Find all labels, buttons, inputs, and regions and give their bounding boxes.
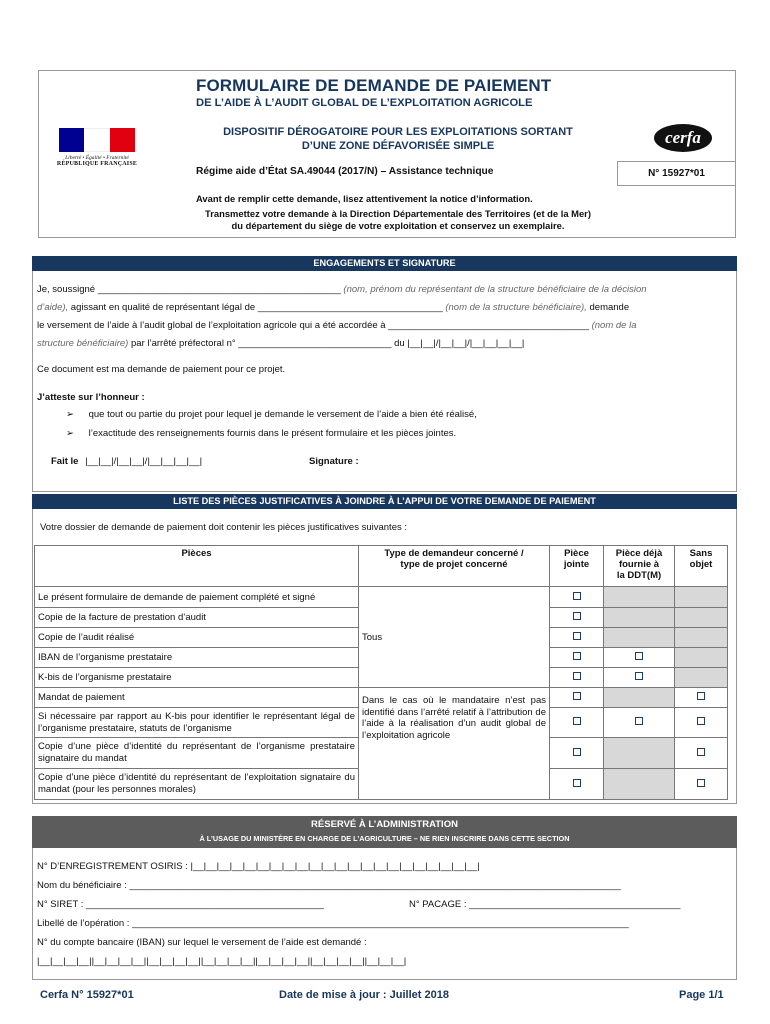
deja-cell-disabled <box>604 769 675 800</box>
structure-field[interactable]: agissant en qualité de représentant légal de ___________________________________ <box>68 302 443 313</box>
checkbox-deja[interactable] <box>635 672 643 680</box>
fait-le-label: Fait le <box>51 456 79 467</box>
logo-republique: RÉPUBLIQUE FRANÇAISE <box>56 161 138 167</box>
dispositif-title <box>182 125 614 153</box>
col-pieces-header: Pièces <box>35 546 359 587</box>
pieces-title: LISTE DES PIÈCES JUSTIFICATIVES À JOINDRE À L’APPUI DE VOTRE DEMANDE DE PAIEMENT <box>32 494 737 509</box>
attestation-item-1 <box>66 409 477 421</box>
regime-aide: Régime aide d’État SA.49044 (2017/N) – Assistance technique <box>196 166 494 177</box>
dispositif-line-2: D’UNE ZONE DÉFAVORISÉE SIMPLE <box>301 140 495 152</box>
siret-field[interactable]: N° SIRET : _____________________________________________ <box>37 899 324 910</box>
deja-cell-disabled <box>604 608 675 628</box>
checkbox-jointe[interactable] <box>573 672 581 680</box>
sans-cell <box>675 738 728 769</box>
jointe-cell <box>550 668 604 688</box>
engagements-title: ENGAGEMENTS ET SIGNATURE <box>32 256 737 271</box>
piece-label: Copie de la facture de prestation d’audit <box>35 608 359 628</box>
checkbox-sans-objet[interactable] <box>697 748 705 756</box>
arrow-bullet-icon: ➢ <box>66 409 74 420</box>
piece-label: Si nécessaire par rapport au K-bis pour identifier le représentant légal de l’organisme prestataire, statuts de l’organisme <box>35 708 359 738</box>
type-tous: Tous <box>359 587 550 688</box>
checkbox-jointe[interactable] <box>573 717 581 725</box>
arrete-field[interactable]: par l’arrêté préfectoral n° _____________________________ du |__|__|/|__|__|/|__|__|__|__| <box>128 338 525 349</box>
sans-cell <box>675 688 728 708</box>
checkbox-deja[interactable] <box>635 717 643 725</box>
checkbox-jointe[interactable] <box>573 652 581 660</box>
sans-cell-disabled <box>675 608 728 628</box>
col-jointe-header <box>550 546 604 587</box>
sans-cell <box>675 708 728 738</box>
jointe-cell <box>550 587 604 608</box>
checkbox-sans-objet[interactable] <box>697 717 705 725</box>
pieces-header-row <box>35 546 728 587</box>
structure-hint: (nom de la structure bénéficiaire), <box>442 302 587 313</box>
admin-title: RÉSERVÉ À L’ADMINISTRATION <box>311 819 458 830</box>
piece-label: Copie d’une pièce d’identité du représentant de l’organisme prestataire signataire du mandat <box>35 738 359 769</box>
checkbox-jointe[interactable] <box>573 632 581 640</box>
iban-label: N° du compte bancaire (IBAN) sur lequel le versement de l’aide est demandé : <box>37 937 367 948</box>
piece-label: K-bis de l’organisme prestataire <box>35 668 359 688</box>
col-deja-header <box>604 546 675 587</box>
col-jointe-line-1: Pièce <box>564 548 589 559</box>
checkbox-jointe[interactable] <box>573 692 581 700</box>
col-jointe-line-2: jointe <box>563 559 590 570</box>
osiris-field[interactable]: N° D’ENREGISTREMENT OSIRIS : |__|__|__|__|__|__|__|__|__|__|__|__|__|__|__|__|__|__|__|__|__|__| <box>37 861 480 872</box>
col-sans-header <box>675 546 728 587</box>
accordee-field[interactable]: le versement de l’aide à l’audit global de l’exploitation agricole qui a été accordée à ______________________________________ <box>37 320 589 331</box>
arrow-bullet-icon: ➢ <box>66 428 74 439</box>
sans-cell-disabled <box>675 587 728 608</box>
deja-cell-disabled <box>604 628 675 648</box>
soussigne-field[interactable]: Je, soussigné ______________________________________________ <box>37 284 341 295</box>
form-subtitle: DE L’AIDE À L’AUDIT GLOBAL DE L’EXPLOITATION AGRICOLE <box>196 97 533 109</box>
logo-motto: Liberté • Égalité • Fraternité <box>65 155 129 161</box>
notice-instruction: Avant de remplir cette demande, lisez attentivement la notice d’information. <box>196 193 533 204</box>
document-statement: Ce document est ma demande de paiement pour ce projet. <box>37 364 286 375</box>
piece-label: Mandat de paiement <box>35 688 359 708</box>
col-sans-line-2: objet <box>689 559 713 570</box>
jointe-cell <box>550 648 604 668</box>
marianne-flag-icon <box>59 128 135 152</box>
piece-label: IBAN de l’organisme prestataire <box>35 648 359 668</box>
col-deja-line-1: Pièce déjà <box>615 548 663 559</box>
deja-cell <box>604 708 675 738</box>
sans-cell-disabled <box>675 648 728 668</box>
footer-page: Page 1/1 <box>679 989 724 1001</box>
pacage-field[interactable]: N° PACAGE : ________________________________________ <box>409 899 681 910</box>
jointe-cell <box>550 608 604 628</box>
sans-cell-disabled <box>675 628 728 648</box>
jointe-cell <box>550 688 604 708</box>
table-row <box>35 587 728 608</box>
checkbox-sans-objet[interactable] <box>697 779 705 787</box>
demande-text: demande <box>586 302 630 313</box>
attestation-text-2: l’exactitude des renseignements fournis dans le présent formulaire et les pièces jointes. <box>88 428 457 439</box>
checkbox-jointe[interactable] <box>573 592 581 600</box>
accordee-hint: (nom de la <box>588 320 637 331</box>
sans-cell-disabled <box>675 668 728 688</box>
checkbox-jointe[interactable] <box>573 748 581 756</box>
deja-cell-disabled <box>604 688 675 708</box>
dispositif-line-1: DISPOSITIF DÉROGATOIRE POUR LES EXPLOITATIONS SORTANT <box>223 126 573 138</box>
piece-label: Le présent formulaire de demande de paiement complété et signé <box>35 587 359 608</box>
checkbox-deja[interactable] <box>635 652 643 660</box>
deja-cell <box>604 648 675 668</box>
cerfa-logo: cerfa <box>654 124 712 152</box>
libelle-field[interactable]: Libellé de l’opération : ______________________________________________________________________________________________ <box>37 918 629 929</box>
attestation-text-1: que tout ou partie du projet pour lequel je demande le versement de l’aide a bien été réalisé, <box>88 409 477 420</box>
beneficiaire-field[interactable]: Nom du bénéficiaire : _____________________________________________________________________________________________ <box>37 880 621 891</box>
deja-cell-disabled <box>604 587 675 608</box>
attestation-item-2 <box>66 428 456 440</box>
transmit-instruction <box>160 208 636 232</box>
signature-label: Signature : <box>309 456 359 467</box>
soussigne-line <box>37 284 647 296</box>
col-type-line-1: Type de demandeur concerné / <box>384 548 524 559</box>
jointe-cell <box>550 769 604 800</box>
deja-cell-disabled <box>604 738 675 769</box>
checkbox-jointe[interactable] <box>573 612 581 620</box>
republique-francaise-logo <box>56 128 138 180</box>
piece-label: Copie d’une pièce d’identité du représentant de l’exploitation signataire du mandat (pour les personnes morales) <box>35 769 359 800</box>
deja-cell <box>604 668 675 688</box>
checkbox-jointe[interactable] <box>573 779 581 787</box>
jointe-cell <box>550 738 604 769</box>
col-type-line-2: type de projet concerné <box>400 559 508 570</box>
atteste-heading: J’atteste sur l’honneur : <box>37 392 145 403</box>
jointe-cell <box>550 708 604 738</box>
table-row <box>35 688 728 708</box>
qualite-hint-a: d’aide), <box>37 302 69 313</box>
arrete-line <box>37 338 524 350</box>
admin-subtitle: À L’USAGE DU MINISTÈRE EN CHARGE DE L’AGRICULTURE – NE RIEN INSCRIRE DANS CETTE SECTION <box>199 834 570 843</box>
form-title: FORMULAIRE DE DEMANDE DE PAIEMENT <box>196 76 552 95</box>
fait-le-row <box>51 456 202 468</box>
fait-le-date-field[interactable]: |__|__|/|__|__|/|__|__|__|__| <box>85 456 203 467</box>
sans-cell <box>675 769 728 800</box>
checkbox-sans-objet[interactable] <box>697 692 705 700</box>
col-deja-line-3: la DDT(M) <box>616 570 662 581</box>
col-type-header <box>359 546 550 587</box>
pieces-table <box>34 545 728 800</box>
col-sans-line-1: Sans <box>689 548 713 559</box>
footer-cerfa: Cerfa N° 15927*01 <box>40 989 134 1001</box>
footer-date: Date de mise à jour : Juillet 2018 <box>279 989 449 1001</box>
cerfa-number: N° 15927*01 <box>617 161 736 186</box>
versement-line <box>37 320 637 332</box>
admin-title-bar <box>32 816 737 848</box>
jointe-cell <box>550 628 604 648</box>
transmit-line-1: Transmettez votre demande à la Direction Départementale des Territoires (et de la Mer) <box>205 208 591 219</box>
piece-label: Copie de l’audit réalisé <box>35 628 359 648</box>
arrete-hint: structure bénéficiaire) <box>37 338 129 349</box>
iban-field[interactable]: |__|__|__|__||__|__|__|__||__|__|__|__||__|__|__|__||__|__|__|__||__|__|__|__||__|__|__| <box>37 956 407 967</box>
transmit-line-2: du département du siège de votre exploitation et conservez un exemplaire. <box>231 220 565 231</box>
pieces-intro: Votre dossier de demande de paiement doit contenir les pièces justificatives suivantes : <box>40 522 408 533</box>
type-mandataire: Dans le cas où le mandataire n’est pas identifié dans l’arrêté relatif à l’attribution de l’aide à la réalisation d’un audit global de l’exploitation agricole <box>359 688 550 800</box>
col-deja-line-2: fournie à <box>618 559 660 570</box>
soussigne-hint: (nom, prénom du représentant de la structure bénéficiaire de la décision <box>340 284 647 295</box>
qualite-line <box>37 302 629 314</box>
